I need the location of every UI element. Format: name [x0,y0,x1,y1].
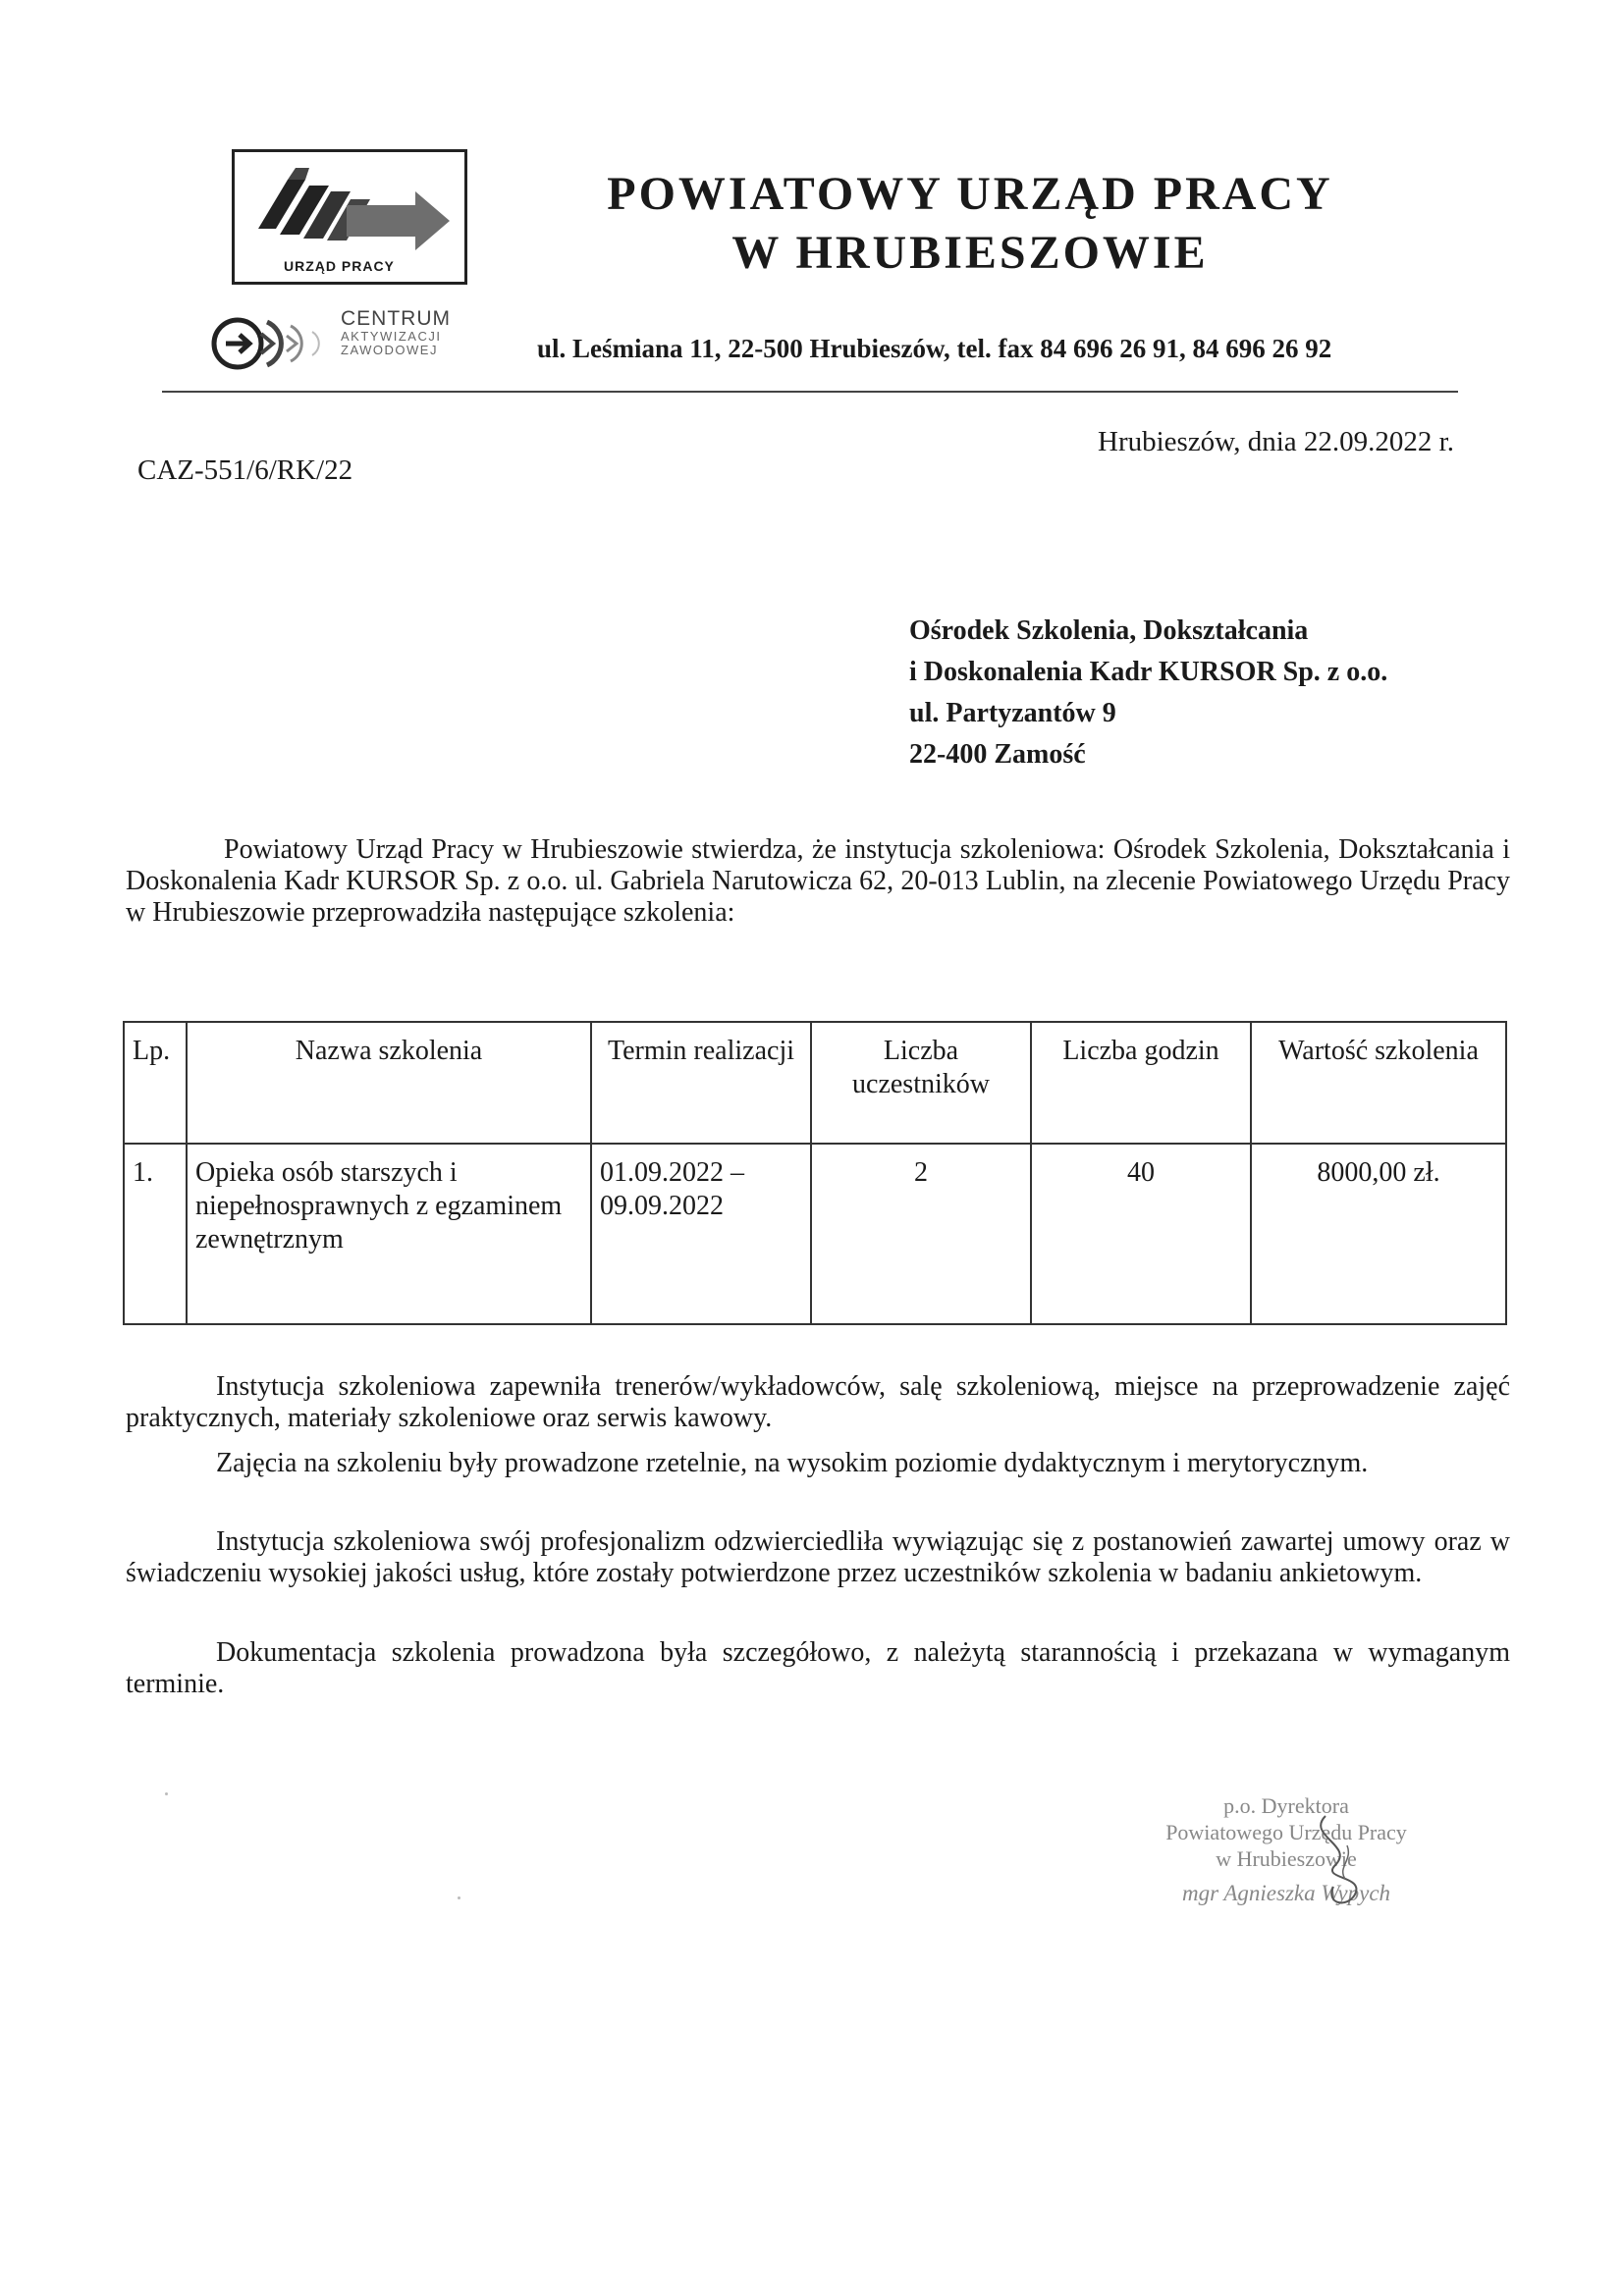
header-participants: Liczba uczestników [811,1022,1031,1144]
body-paragraph: Instytucja szkoleniowa zapewniła trenerów/wykładowców, salę szkoleniową, miejsce na przeprowadzenie zajęć praktycznych, materiały szkoleniowe oraz serwis kawowy. [126,1371,1510,1433]
reference-number: CAZ-551/6/RK/22 [137,454,353,486]
training-table [123,1021,1507,1325]
header-name: Nazwa szkolenia [187,1022,591,1144]
caz-line-1: CENTRUM [341,307,451,330]
urzad-pracy-logo [232,149,467,285]
header-hours: Liczba godzin [1031,1022,1251,1144]
caz-line-2: AKTYWIZACJI [341,329,442,345]
cell-name: Opieka osób starszych i niepełnosprawnych z egzaminem zewnętrznym [187,1144,591,1324]
logo-caption: URZĄD PRACY [284,258,395,274]
header-value: Wartość szkolenia [1251,1022,1506,1144]
recipient-address [909,611,1387,775]
arrows-logo-icon [248,160,455,258]
stamp-line-3: w Hrubieszowie [1216,1846,1357,1871]
org-title [538,165,1402,283]
caz-line-3: ZAWODOWEJ [341,342,438,357]
recipient-line-2: i Doskonalenia Kadr KURSOR Sp. z o.o. [909,657,1388,687]
stamp-line-1: p.o. Dyrektora [1223,1793,1349,1818]
caz-circles-icon [208,304,336,383]
cell-participants: 2 [811,1144,1031,1324]
stamp-line-2: Powiatowego Urzędu Pracy [1165,1820,1407,1844]
org-title-line-1: POWIATOWY URZĄD PRACY [607,168,1333,220]
stamp-name: mgr Agnieszka Wypych [1181,1881,1391,1905]
header-divider [162,391,1458,393]
org-title-line-2: W HRUBIESZOWIE [731,227,1209,279]
handwritten-signature-icon [1286,1806,1404,1914]
date-line: Hrubieszów, dnia 22.09.2022 r. [1098,426,1454,457]
header-term: Termin realizacji [591,1022,811,1144]
recipient-line-4: 22-400 Zamość [909,739,1086,770]
body-paragraph: Dokumentacja szkolenia prowadzona była szczegółowo, z należytą starannością i przekazana w wymaganym terminie. [126,1637,1510,1699]
body-paragraph: Zajęcia na szkoleniu były prowadzone rzetelnie, na wysokim poziomie dydaktycznym i merytorycznym. [216,1448,1369,1478]
cell-value: 8000,00 zł. [1251,1144,1506,1324]
table-row [124,1144,1506,1324]
recipient-line-3: ul. Partyzantów 9 [909,698,1116,728]
body-paragraph: Instytucja szkoleniowa swój profesjonalizm odzwierciedliła wywiązując się z postanowień zawartej umowy oraz w świadczeniu wysokiej jakości usług, które zostały potwierdzone przez uczestników szkolenia w badaniu ankietowym. [126,1526,1510,1588]
recipient-line-1: Ośrodek Szkolenia, Dokształcania [909,615,1309,646]
intro-paragraph: Powiatowy Urząd Pracy w Hrubieszowie stwierdza, że instytucja szkoleniowa: Ośrodek Szkolenia, Dokształcania i Doskonalenia Kadr KURSOR Sp. z o.o. ul. Gabriela Narutowicza 62, 20-013 Lublin, na zlecenie Powiatowego Urzędu Pracy w Hrubieszowie przeprowadziła następujące szkolenia: [126,834,1510,928]
org-address: ul. Leśmiana 11, 22-500 Hrubieszów, tel. fax 84 696 26 91, 84 696 26 92 [537,334,1332,363]
table-header-row [124,1022,1506,1144]
caz-text [341,308,451,356]
cell-term: 01.09.2022 – 09.09.2022 [591,1144,811,1324]
cell-hours: 40 [1031,1144,1251,1324]
caz-logo [208,304,503,383]
scan-speck [165,1792,168,1795]
cell-lp: 1. [124,1144,187,1324]
header-lp: Lp. [124,1022,187,1144]
scan-speck [458,1896,460,1899]
